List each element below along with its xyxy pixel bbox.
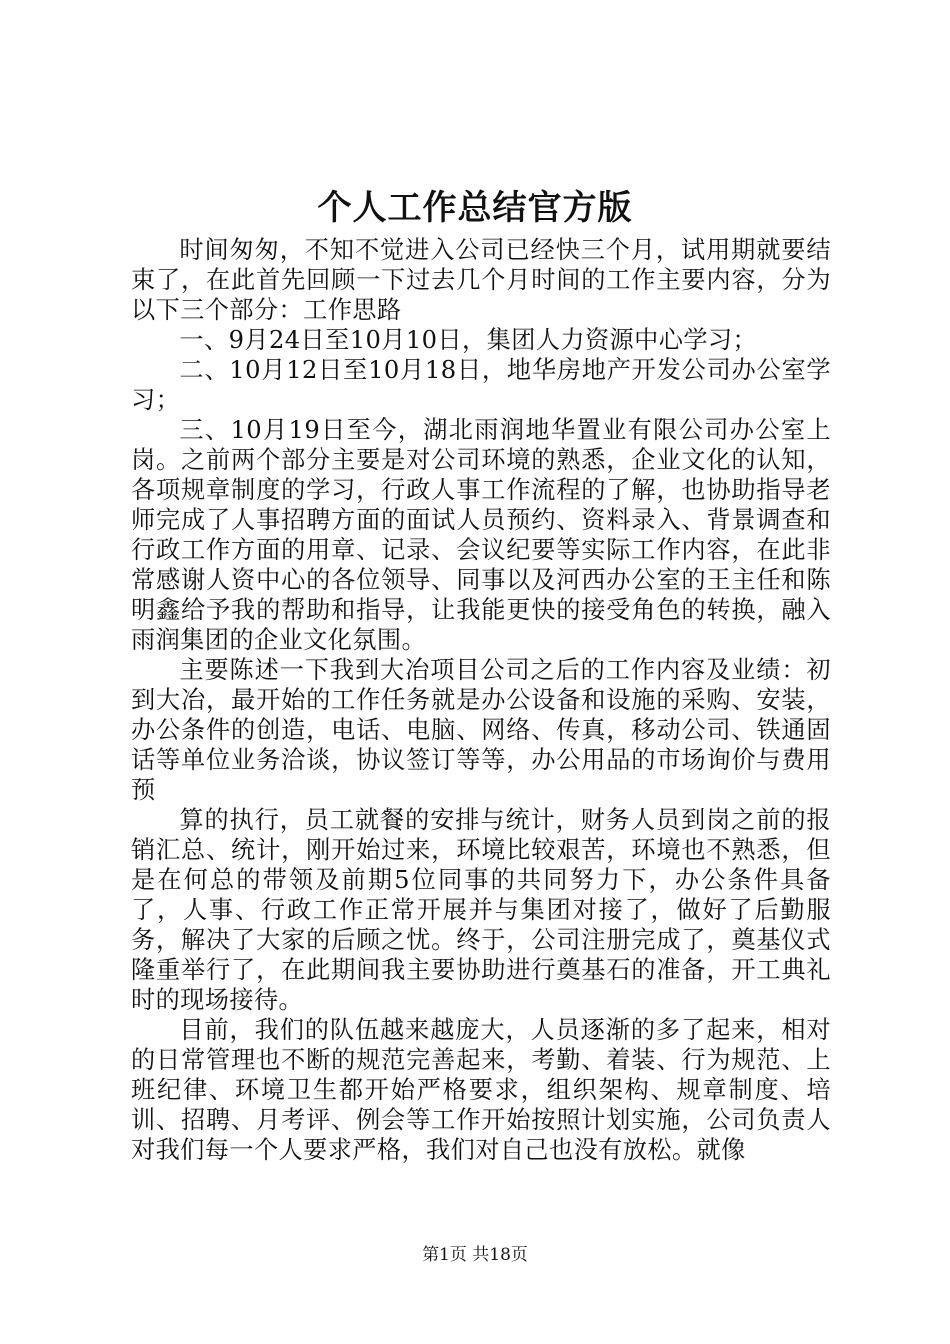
paragraph-budget: 算的执行，员工就餐的安排与统计，财务人员到岗之前的报销汇总、统计，刚开始过来，环境比较艰苦，环境也不熟悉，但是在何总的带领及前期5位同事的共同努力下，办公条件具备了，人事、行政工作正常开展并与集团对接了，做好了后勤服务，解决了大家的后顾之忧。终于，公司注册完成了，奠基仪式隆重举行了，在此期间我主要协助进行奠基石的准备，开工典礼时的现场接待。 (131, 806, 831, 1014)
document-body (131, 235, 831, 1165)
paragraph-item-1: 一、9月24日至10月10日，集团人力资源中心学习； (179, 326, 758, 354)
paragraph-item-2: 二、10月12日至10月18日，地华房地产开发公司办公室学习； (131, 356, 831, 414)
paragraph-item-3: 三、10月19日至今，湖北雨润地华置业有限公司办公室上岗。之前两个部分主要是对公司环境的熟悉，企业文化的认知，各项规章制度的学习，行政人事工作流程的了解，也协助指导老师完成了人事招聘方面的面试人员预约、资料录入、背景调查和行政工作方面的用章、记录、会议纪要等实际工作内容，在此非常感谢人资中心的各位领导、同事以及河西办公室的王主任和陈明鑫给予我的帮助和指导，让我能更快的接受角色的转换，融入雨润集团的企业文化氛围。 (131, 416, 831, 654)
page-footer: 第1页 共18页 (422, 1245, 528, 1265)
document-title: 个人工作总结官方版 (317, 188, 633, 228)
paragraph-current: 目前，我们的队伍越来越庞大，人员逐渐的多了起来，相对的日常管理也不断的规范完善起来，考勤、着装、行为规范、上班纪律、环境卫生都开始严格要求，组织架构、规章制度、培训、招聘、月考评、例会等工作开始按照计划实施，公司负责人对我们每一个人要求严格，我们对自己也没有放松。就像 (131, 1016, 831, 1164)
paragraph-work-content: 主要陈述一下我到大冶项目公司之后的工作内容及业绩：初到大冶，最开始的工作任务就是办公设备和设施的采购、安装，办公条件的创造，电话、电脑、网络、传真，移动公司、铁通固话等单位业务洽谈，协议签订等等，办公用品的市场询价与费用预 (131, 656, 831, 804)
paragraph-intro: 时间匆匆，不知不觉进入公司已经快三个月，试用期就要结束了，在此首先回顾一下过去几个月时间的工作主要内容，分为以下三个部分：工作思路 (131, 236, 831, 324)
